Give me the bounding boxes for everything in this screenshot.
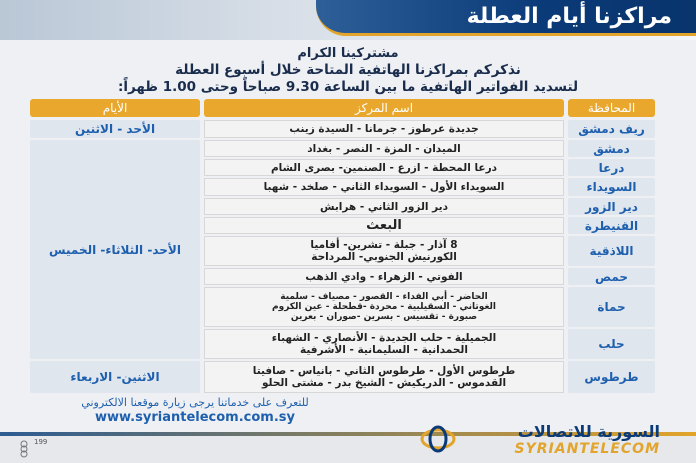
center-cell xyxy=(204,120,564,138)
center-line: القدموس - الدريكيش - الشيخ بدر - مشتى الحلو xyxy=(261,377,507,389)
center-line: الفوتي - الزهراء - وادي الذهب xyxy=(305,270,463,283)
website-note: للتعرف على خدماتنا يرجى زيارة موقعنا الالكتروني xyxy=(81,396,309,409)
banner-ribbon xyxy=(316,0,696,36)
center-line: طرطوس الأول - طرطوس الثاني - بانياس - صافيتا xyxy=(252,365,516,377)
governorate-cell: دمشق xyxy=(568,140,655,157)
center-cell xyxy=(204,361,564,393)
center-line: درعا المحطة - ازرع - الصنمين- بصرى الشام xyxy=(270,161,498,174)
center-line: البعث xyxy=(366,217,402,233)
center-cell xyxy=(204,178,564,196)
governorate-cell: دير الزور xyxy=(568,198,655,215)
center-line: السويداء الأول - السويداء الثاني - صلخد - شهبا xyxy=(263,181,505,193)
governorate-cell: طرطوس xyxy=(568,361,655,393)
governorate-cell: حماة xyxy=(568,287,655,327)
governorate-cell: حمص xyxy=(568,268,655,285)
logo-arabic: السورية للاتصالات xyxy=(517,422,660,441)
center-line: الحمدانية - السليمانية - الأشرفية xyxy=(300,344,468,356)
center-line: الجميلية - حلب الجديدة - الأنصاري - الشهباء xyxy=(271,332,497,344)
center-cell xyxy=(204,159,564,176)
website-link[interactable]: www.syriantelecom.com.sy xyxy=(94,410,295,425)
header-center: اسم المركز xyxy=(204,99,564,117)
center-line: دير الزور الثاني - هرابش xyxy=(319,200,449,213)
logo-english: SYRIANTELECOM xyxy=(514,441,660,457)
center-cell xyxy=(204,236,564,266)
centers-table xyxy=(30,99,655,395)
center-line: جديدة عرطوز - جرمانا - السيدة زينب xyxy=(289,123,479,135)
greeting: مشتركينا الكرام xyxy=(297,46,399,61)
governorate-cell: القنيطرة xyxy=(568,217,655,234)
center-line: الكورنيش الجنوبي- المرداحة xyxy=(311,251,457,263)
governorate-cell: السويداء xyxy=(568,178,655,196)
logo-mark-icon xyxy=(420,424,456,454)
syriantelecom-logo xyxy=(400,420,660,460)
days-group-3: الاثنين- الاربعاء xyxy=(30,361,200,393)
governorate-cell: اللاذقية xyxy=(568,236,655,266)
page-title: مراكزنا أيام العطلة xyxy=(466,4,672,29)
header-governorate: المحافظة xyxy=(568,99,655,117)
days-group-2: الأحد- الثلاثاء- الخميس xyxy=(30,140,200,359)
governorate-cell: درعا xyxy=(568,159,655,176)
center-cell xyxy=(204,217,564,234)
header-days: الأيام xyxy=(30,99,200,117)
hours-text: لتسديد الفواتير الهاتفية ما بين الساعة 9.30 صباحاً وحتى 1.00 ظهراً: xyxy=(117,79,579,95)
governorate-cell: حلب xyxy=(568,329,655,359)
intro-text: نذكركم بمراكزنا الهاتفية المتاحة خلال أسبوع العطلة xyxy=(175,62,521,78)
contact-icon xyxy=(18,440,30,458)
table-header xyxy=(30,99,655,117)
center-line: صبورة - تقسيس - بسرين -صوران - بعرين xyxy=(290,312,478,322)
days-group-1: الأحد - الاثنين xyxy=(30,120,200,138)
center-line: الغوتاني - السقيلبية - محردة -قطحلة - عين الكروم xyxy=(272,302,496,312)
center-cell xyxy=(204,140,564,157)
center-line: الحاضر - أبي الفداء - القصور - مصياف - سلمية xyxy=(280,292,488,302)
governorate-cell: ريف دمشق xyxy=(568,120,655,138)
center-cell xyxy=(204,268,564,285)
center-cell xyxy=(204,198,564,215)
center-cell xyxy=(204,287,564,327)
table-body xyxy=(30,120,655,393)
center-line: الميدان - المزة - النصر - بغداد xyxy=(307,142,461,155)
center-cell xyxy=(204,329,564,359)
center-line: 8 آذار - جبلة - تشرين- أفاميا xyxy=(310,239,458,251)
contact-phone: 199 xyxy=(34,438,48,446)
